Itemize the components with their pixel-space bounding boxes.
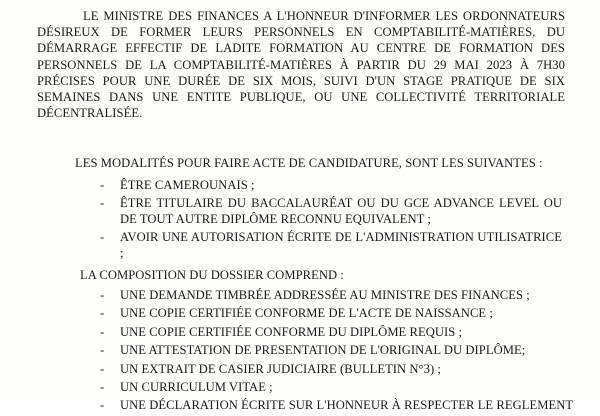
bullet-dash: - (100, 324, 105, 339)
list-item (100, 229, 562, 261)
list-item-text: UNE ATTESTATION DE PRESENTATION DE L'ORIGINAL DU DIPLÔME; (120, 343, 526, 358)
list-item (100, 342, 570, 358)
list-item-text: UN CURRICULUM VITAE ; (120, 379, 273, 394)
list-item (100, 177, 562, 193)
dossier-heading: LA COMPOSITION DU DOSSIER COMPREND : (80, 268, 344, 282)
list-item (100, 379, 570, 395)
list-item-text: UNE DEMANDE TIMBRÉE ADDRESSÉE AU MINISTRE DES FINANCES ; (120, 288, 530, 302)
list-item (100, 361, 570, 377)
list-item-text: ÊTRE CAMEROUNAIS ; (120, 178, 255, 192)
list-item-text: UNE COPIE CERTIFIÉE CONFORME DU DIPLÔME REQUIS ; (120, 324, 463, 339)
intro-paragraph: LE MINISTRE DES FINANCES A L'HONNEUR D'INFORMER LES ORDONNATEURS DÉSIREUX DE FORMER LEURS PERSONNELS EN COMPTABILITÉ-MATIÈRES, DU DÉMARRAGE EFFECTIF DE LADITE FORMATION AU CENTRE DE FORMATION DES PERSONNELS DE LA COMPTABILITÉ-MATIÈRES À PARTIR DU 29 MAI 2023 À 7H30 PRÉCISES POUR UNE DURÉE DE SIX MOIS, SUIVI D'UN STAGE PRATIQUE DE SIX SEMAINES DANS UNE ENTITE PUBLIQUE, OU UNE COLLECTIVITÉ TERRITORIALE DÉCENTRALISÉE. (37, 9, 565, 121)
list-item (100, 195, 562, 227)
list-item-text: UN EXTRAIT DE CASIER JUDICIAIRE (BULLETIN N°3) ; (120, 361, 441, 376)
bullet-dash: - (100, 306, 105, 321)
list-item-text: AVOIR UNE AUTORISATION ÉCRITE DE L'ADMINISTRATION UTILISATRICE ; (120, 229, 562, 260)
list-item (100, 287, 570, 303)
bullet-dash: - (100, 343, 105, 358)
dossier-list (100, 287, 574, 416)
list-item-text: UNE DÉCLARATION ÉCRITE SUR L'HONNEUR À RESPECTER LE REGLEMENT (120, 398, 574, 413)
bullet-dash: - (100, 398, 105, 413)
bullet-dash: - (100, 379, 105, 394)
list-item-text: UNE COPIE CERTIFIÉE CONFORME DE L'ACTE DE NAISSANCE ; (120, 306, 493, 321)
list-item-text: ÊTRE TITULAIRE DU BACCALAURÉAT OU DU GCE ADVANCE LEVEL OU DE TOUT AUTRE DIPLÔME RECONNU EQUIVALENT ; (120, 195, 562, 226)
list-item (100, 397, 574, 413)
bullet-dash: - (100, 195, 105, 210)
modalities-list (100, 177, 562, 263)
list-item (100, 324, 570, 340)
bullet-dash: - (100, 288, 105, 302)
modalities-heading: LES MODALITÉS POUR FAIRE ACTE DE CANDIDATURE, SONT LES SUIVANTES : (75, 156, 543, 170)
bullet-dash: - (100, 178, 105, 192)
bullet-dash: - (100, 361, 105, 376)
list-item (100, 305, 570, 321)
bullet-dash: - (100, 229, 105, 244)
